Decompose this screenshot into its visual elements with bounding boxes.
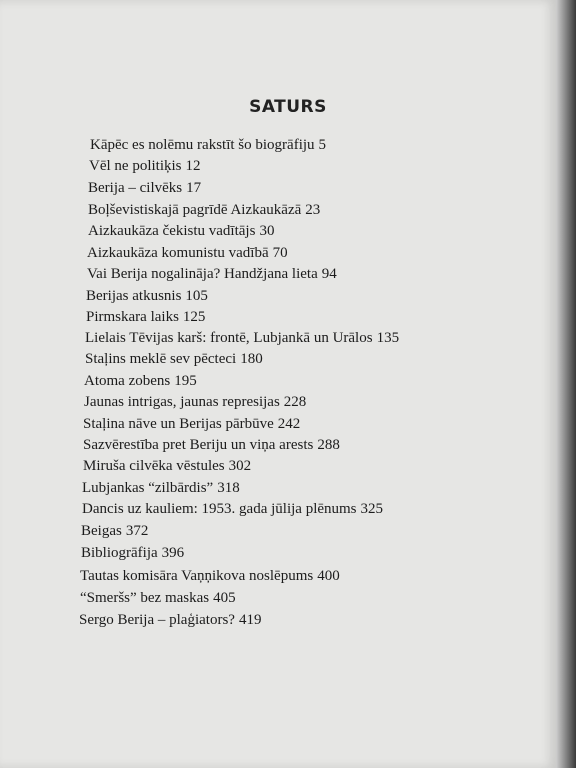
toc-entry-page: 242 [277, 416, 301, 432]
toc-entry-title: Lielais Tēvijas karš: frontē, Lubjankā un Urālos [85, 330, 373, 346]
toc-entry-page: 12 [185, 158, 201, 174]
toc-entry-title: Kāpēc es nolēmu rakstīt šo biogrāfiju [90, 137, 315, 153]
toc-entry-page: 195 [174, 373, 197, 389]
toc-entry-page: 325 [360, 501, 384, 517]
page-title: SATURS [249, 97, 327, 117]
toc-entry-title: Beigas [81, 523, 122, 539]
toc-entry-title: Pirmskara laiks [86, 309, 179, 325]
toc-entry-page: 228 [283, 394, 307, 410]
toc-entry-page: 23 [305, 202, 321, 218]
toc-entry-page: 405 [213, 590, 236, 606]
toc-entry-title: Bibliogrāfija [81, 545, 158, 561]
toc-entry-title: Sazvērestība pret Beriju un viņa arests [83, 437, 314, 453]
toc-entry-page: 302 [228, 458, 252, 474]
toc-entry-title: Dancis uz kauliem: 1953. gada jūlija plēnums [82, 501, 357, 517]
toc-entry-title: Berijas atkusnis [86, 288, 182, 304]
toc-entry-title: Vai Berija nogalināja? Handžjana lieta [87, 266, 318, 282]
toc-entry-page: 180 [240, 351, 263, 367]
toc-entry-page: 372 [125, 523, 149, 539]
toc-entry-page: 105 [185, 288, 208, 304]
toc-entry-title: Vēl ne politiķis [89, 158, 182, 174]
toc-entry-page: 419 [238, 612, 262, 628]
toc-entry-page: 396 [161, 545, 185, 561]
toc-entry-title: Staļins meklē sev pēcteci [85, 351, 237, 367]
toc-entry-title: Berija – cilvēks [88, 180, 183, 196]
toc-entry-title: Boļševistiskajā pagrīdē Aizkaukāzā [88, 202, 302, 218]
toc-entry-title: Aizkaukāza komunistu vadībā [87, 245, 269, 261]
toc-entry-title: “Smeršs” bez maskas [80, 590, 210, 606]
toc-entry-page: 400 [317, 568, 340, 584]
toc-entry-page: 318 [217, 480, 240, 496]
toc-entry-page: 30 [259, 223, 275, 239]
toc-entry-page: 5 [318, 137, 327, 153]
toc-entry-title: Atoma zobens [84, 373, 171, 389]
toc-entry-page: 135 [376, 330, 400, 346]
toc-entry-title: Staļina nāve un Berijas pārbūve [83, 416, 274, 432]
toc-entry-page: 70 [272, 245, 288, 261]
toc-entry-title: Miruša cilvēka vēstules [83, 458, 225, 474]
toc-entry-page: 125 [182, 309, 206, 325]
book-page-edge [556, 0, 576, 768]
toc-entry-title: Lubjankas “zilbārdis” [82, 480, 214, 496]
toc-entry-page: 94 [321, 266, 337, 282]
toc-entry-title: Jaunas intrigas, jaunas represijas [84, 394, 280, 410]
toc-entry-page: 17 [186, 180, 202, 196]
toc-entry-page: 288 [317, 437, 340, 453]
toc-entry-title: Aizkaukāza čekistu vadītājs [88, 223, 256, 239]
toc-entry-title: Tautas komisāra Vaņņikova noslēpums [80, 568, 314, 584]
toc-entry-title: Sergo Berija – plaģiators? [79, 612, 235, 628]
